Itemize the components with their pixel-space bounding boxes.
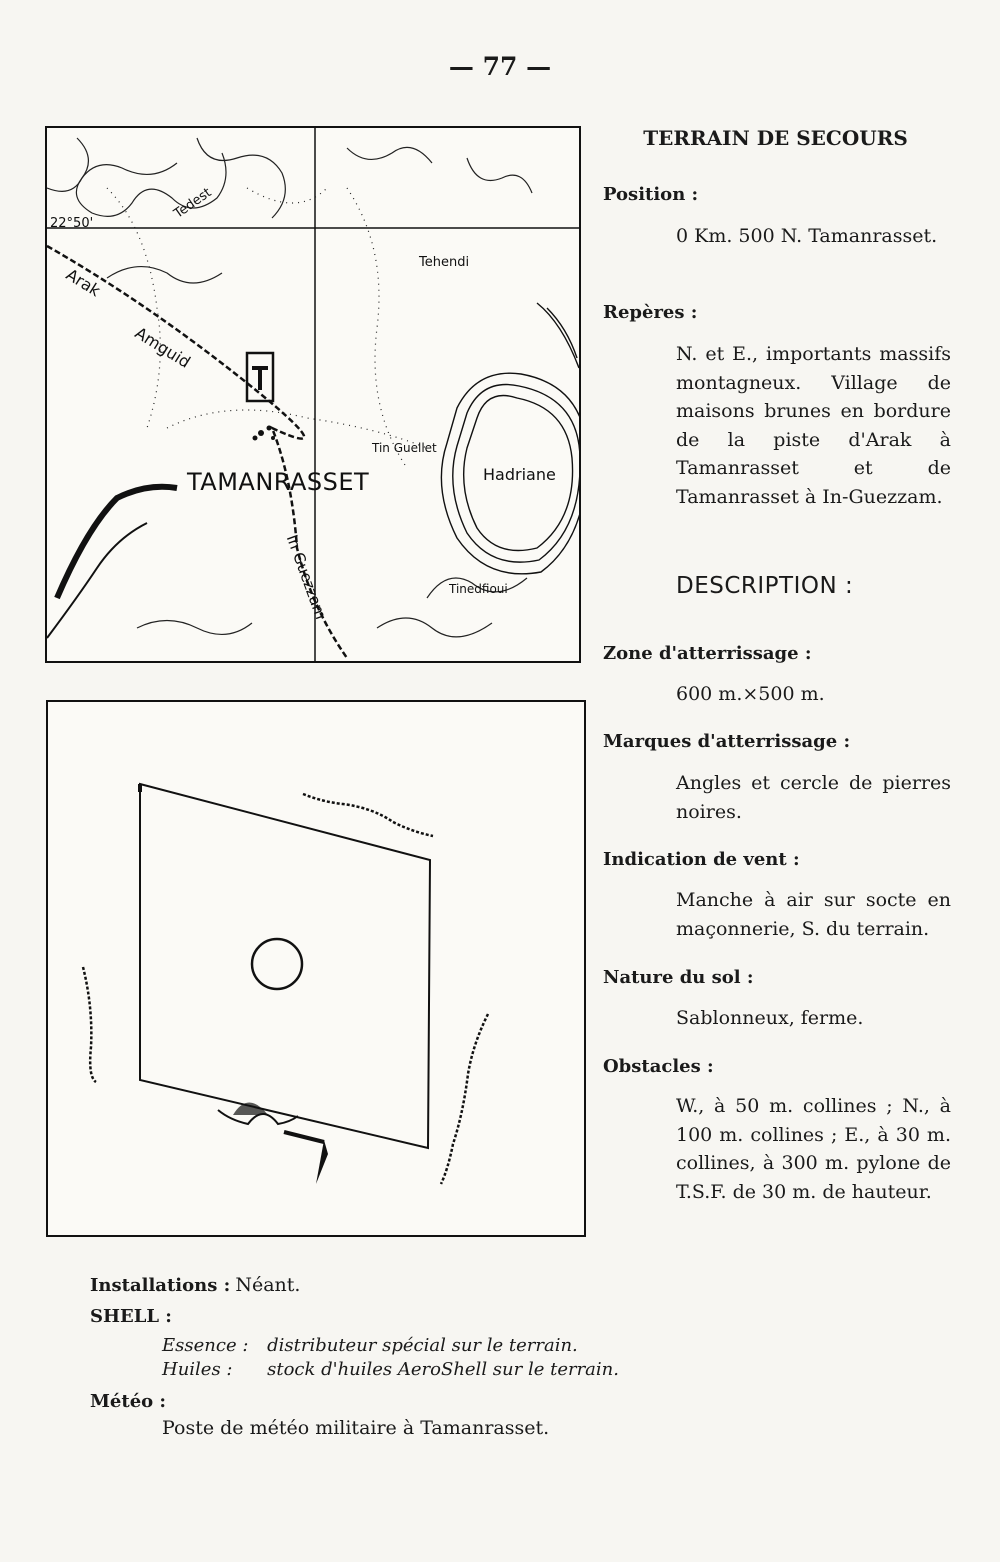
map-label-inguezzam: In Guezzam xyxy=(282,532,330,622)
map-latitude-label: 22°50' xyxy=(50,216,94,231)
position-value: 0 Km. 500 N. Tamanrasset. xyxy=(676,225,938,247)
huiles-label: Huiles : xyxy=(162,1359,233,1380)
airfield-plan xyxy=(46,700,586,1237)
section-title: TERRAIN DE SECOURS xyxy=(643,126,908,150)
essence-value: distributeur spécial sur le terrain. xyxy=(267,1335,578,1356)
sol-label: Nature du sol : xyxy=(603,967,754,988)
shell-label: SHELL : xyxy=(90,1306,172,1327)
reperes-value: N. et E., importants massifs montagneux. Village de maisons brunes en bordure de la piste d'Arak à Tamanrasset et de Tamanrasset à In-Guezzam. xyxy=(676,343,951,508)
marques-value: Angles et cercle de pierres noires. xyxy=(676,772,951,823)
huiles-value: stock d'huiles AeroShell sur le terrain. xyxy=(267,1359,619,1380)
plan-drawing xyxy=(48,702,584,1235)
essence-line xyxy=(162,1335,578,1356)
location-map xyxy=(45,126,581,663)
vent-label: Indication de vent : xyxy=(603,849,800,870)
obstacles-value: W., à 50 m. collines ; N., à 100 m. collines ; E., à 30 m. collines, à 300 m. pylone de T.S.F. de 30 m. de hauteur. xyxy=(676,1095,951,1203)
meteo-value: Poste de météo militaire à Tamanrasset. xyxy=(162,1417,550,1439)
map-label-hadriane: Hadriane xyxy=(483,465,556,484)
zone-label: Zone d'atterrissage : xyxy=(603,643,812,664)
marques-label: Marques d'atterrissage : xyxy=(603,731,851,752)
map-label-tedes: Tedest xyxy=(171,185,215,222)
description-heading: DESCRIPTION : xyxy=(676,573,854,599)
installations-label: Installations : xyxy=(90,1275,231,1296)
map-label-tinedfioui: Tinedfioui xyxy=(449,582,508,596)
essence-label: Essence : xyxy=(162,1335,249,1356)
zone-value: 600 m.×500 m. xyxy=(676,683,825,705)
huiles-line xyxy=(162,1359,619,1380)
map-label-arak: Arak xyxy=(62,264,104,301)
map-label-amguid: Amguid xyxy=(131,323,194,372)
meteo-label: Météo : xyxy=(90,1391,167,1412)
sol-value: Sablonneux, ferme. xyxy=(676,1007,864,1029)
page-number: — 77 — xyxy=(448,52,552,81)
vent-value: Manche à air sur socte en maçonnerie, S. du terrain. xyxy=(676,889,951,940)
position-label: Position : xyxy=(603,184,699,205)
obstacles-label: Obstacles : xyxy=(603,1056,714,1077)
installations-value: Néant. xyxy=(235,1274,301,1296)
map-label-tamanrasset: TAMANRASSET xyxy=(187,468,370,496)
installations-line xyxy=(90,1274,300,1296)
map-label-tinquellet: Tin Guellet xyxy=(372,441,437,455)
map-label-tehendi: Tehendi xyxy=(419,255,470,270)
reperes-label: Repères : xyxy=(603,302,698,323)
